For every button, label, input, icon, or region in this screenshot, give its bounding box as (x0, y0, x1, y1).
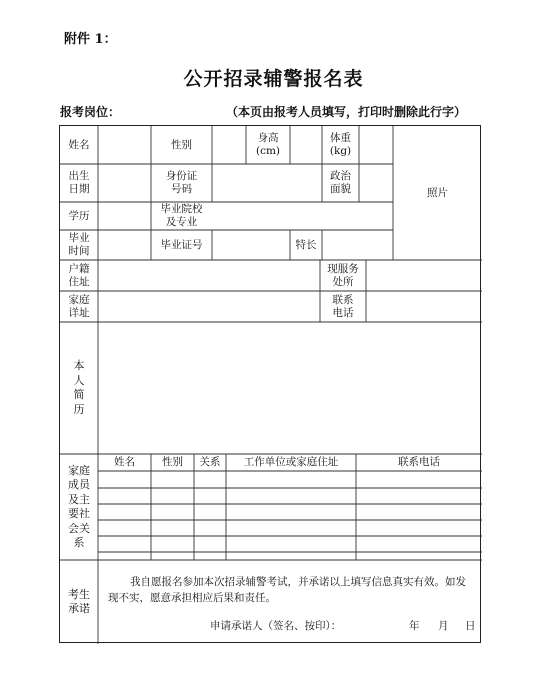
signature-label: 申请承诺人（签名、按印）： (210, 620, 342, 632)
label-diploma-number: 毕业证号 (160, 238, 203, 251)
label-phone: 联系 电话 (332, 293, 354, 319)
label-name: 姓名 (68, 138, 90, 151)
family-header-phone: 联系电话 (398, 456, 440, 468)
photo-box: 照片 (427, 186, 448, 199)
registration-form (59, 125, 481, 643)
date-year: 年 (409, 620, 420, 632)
commitment-text: 我自愿报名参加本次招录辅警考试，并承诺以上填写信息真实有效。如发现不实，愿意承担相应后果和责任。 (108, 576, 466, 604)
label-graduation-time: 毕业 时间 (68, 232, 90, 257)
label-commitment: 考生 承诺 (68, 587, 90, 615)
family-header-gender: 性别 (162, 456, 183, 468)
label-weight: 体重 (kg) (329, 132, 352, 157)
label-specialty: 特长 (295, 238, 317, 251)
post-label: 报考岗位： (60, 105, 121, 119)
date-month: 月 (438, 620, 449, 632)
label-political-status: 政治 面貌 (330, 170, 351, 195)
label-birth-date: 出生 日期 (68, 170, 90, 195)
label-home-address: 家庭 详址 (68, 293, 90, 319)
family-header-relation: 关系 (199, 456, 221, 468)
label-family-members: 家庭 成员 及主 要社 会关 系 (68, 463, 90, 549)
label-school-major: 毕业院校 及专业 (160, 203, 203, 228)
family-header-workplace: 工作单位或家庭住址 (243, 456, 339, 468)
label-height: 身高 (cm) (255, 132, 281, 157)
date-day: 日 (465, 620, 476, 632)
label-current-workplace: 现服务 处所 (327, 262, 359, 288)
family-header-name: 姓名 (114, 456, 135, 468)
label-resume: 本 人 简 历 (73, 359, 85, 416)
label-hukou-address: 户籍 住址 (68, 262, 90, 288)
form-title: 公开招录辅警报名表 (183, 68, 364, 90)
label-education: 学历 (68, 209, 90, 222)
label-gender: 性别 (171, 138, 192, 151)
print-note: （本页由报考人员填写，打印时删除此行字） (226, 105, 467, 119)
label-id-card: 身份证 号码 (165, 170, 198, 195)
attachment-label: 附件 1： (64, 32, 117, 47)
